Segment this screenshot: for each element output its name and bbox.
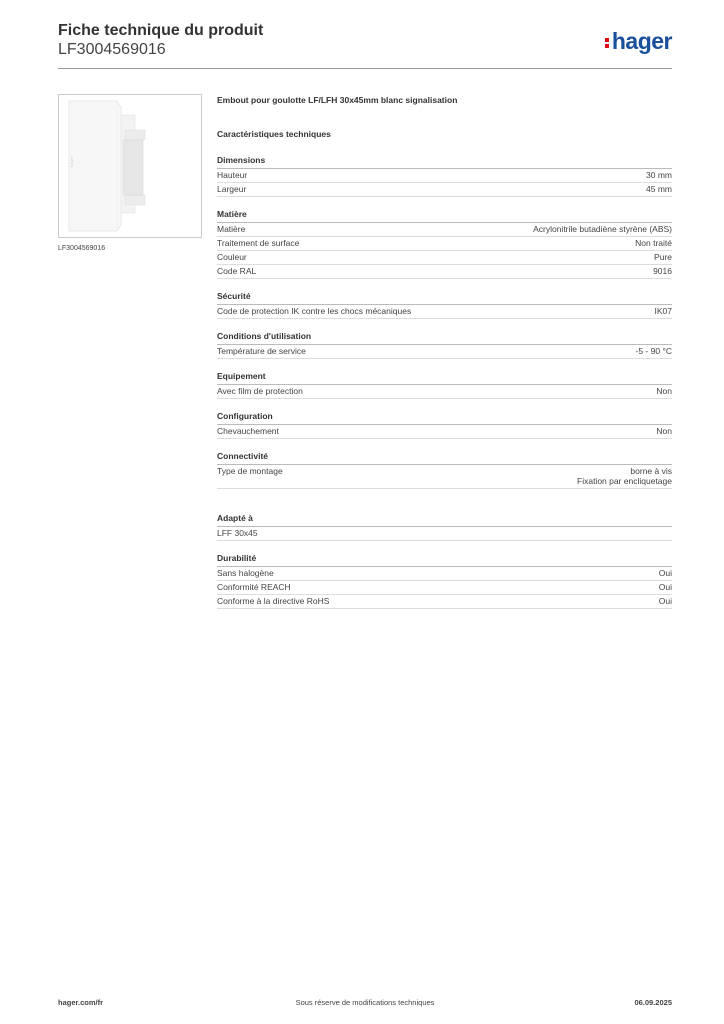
spec-label: Température de service <box>217 346 306 356</box>
spec-value: Oui <box>658 596 672 606</box>
spec-label: Matière <box>217 224 246 234</box>
spec-label: Conformité REACH <box>217 582 291 592</box>
spec-value: Acrylonitrile butadiène styrène (ABS) <box>533 224 672 234</box>
spec-row <box>217 581 672 595</box>
spec-value: 9016 <box>653 266 672 276</box>
spec-row <box>217 237 672 251</box>
spec-label: Sans halogène <box>217 568 274 578</box>
section-dimensions <box>217 155 672 197</box>
spec-label: Couleur <box>217 252 247 262</box>
spec-label: Code de protection IK contre les chocs mécaniques <box>217 306 412 316</box>
spec-value: 30 mm <box>646 170 672 180</box>
spec-label: Chevauchement <box>217 426 279 436</box>
section-title: Conditions d'utilisation <box>217 331 672 345</box>
spec-row <box>217 425 672 439</box>
spec-row <box>217 183 672 197</box>
section-matiere <box>217 209 672 279</box>
spec-row <box>217 305 672 319</box>
spec-label: Avec film de protection <box>217 386 303 396</box>
spec-row <box>217 223 672 237</box>
spec-label: Hauteur <box>217 170 248 180</box>
hager-logo <box>605 28 672 55</box>
section-title: Adapté à <box>217 513 672 527</box>
section-title: Durabilité <box>217 553 672 567</box>
logo-dots-icon <box>605 36 610 50</box>
spec-value: Oui <box>658 568 672 578</box>
section-title: Matière <box>217 209 672 223</box>
header-divider <box>58 68 672 69</box>
spec-row <box>217 345 672 359</box>
product-description: Embout pour goulotte LF/LFH 30x45mm blanc signalisation <box>217 95 458 105</box>
spec-value: -5 - 90 °C <box>635 346 672 356</box>
product-image-caption: LF3004569016 <box>58 245 106 252</box>
product-reference: LF3004569016 <box>58 41 166 58</box>
section-title: Connectivité <box>217 451 672 465</box>
section-title: Sécurité <box>217 291 672 305</box>
spec-label: LFF 30x45 <box>217 528 258 538</box>
footer-website-link[interactable]: hager.com/fr <box>58 998 104 1007</box>
spec-row <box>217 265 672 279</box>
spec-row <box>217 595 672 609</box>
section-title: Dimensions <box>217 155 672 169</box>
product-end-cap-icon <box>59 95 201 237</box>
tech-heading: Caractéristiques techniques <box>217 129 331 139</box>
section-securite <box>217 291 672 319</box>
footer-date: 06.09.2025 <box>634 998 672 1007</box>
section-adapte <box>217 513 672 541</box>
spec-value-line: Fixation par encliquetage <box>577 476 672 486</box>
spec-row <box>217 251 672 265</box>
spec-value-line: borne à vis <box>630 466 672 476</box>
svg-text:hager: hager <box>69 156 74 167</box>
spec-label: Traitement de surface <box>217 238 300 248</box>
spec-value: Non <box>656 426 672 436</box>
spec-row <box>217 465 672 489</box>
page-header <box>58 22 672 70</box>
section-durabilite <box>217 553 672 609</box>
spec-label: Type de montage <box>217 466 283 476</box>
section-configuration <box>217 411 672 439</box>
spec-value: IK07 <box>654 306 672 316</box>
section-connectivite <box>217 451 672 489</box>
spec-row <box>217 385 672 399</box>
spec-value: Non <box>656 386 672 396</box>
section-title: Configuration <box>217 411 672 425</box>
footer-notice: Sous réserve de modifications techniques <box>295 998 435 1007</box>
spec-content <box>217 95 672 609</box>
spec-label: Conforme à la directive RoHS <box>217 596 330 606</box>
spec-row <box>217 527 672 541</box>
product-image <box>58 94 202 238</box>
spec-value: Non traité <box>635 238 672 248</box>
spec-label: Code RAL <box>217 266 257 276</box>
section-equipement <box>217 371 672 399</box>
section-conditions <box>217 331 672 359</box>
spec-value: Oui <box>658 582 672 592</box>
spec-value: 45 mm <box>646 184 672 194</box>
spec-value <box>577 466 672 486</box>
spec-row <box>217 567 672 581</box>
section-title: Equipement <box>217 371 672 385</box>
page-title: Fiche technique du produit <box>58 22 264 39</box>
spec-row <box>217 169 672 183</box>
logo-text: hager <box>611 28 672 54</box>
spec-value: Pure <box>654 252 672 262</box>
spec-label: Largeur <box>217 184 247 194</box>
